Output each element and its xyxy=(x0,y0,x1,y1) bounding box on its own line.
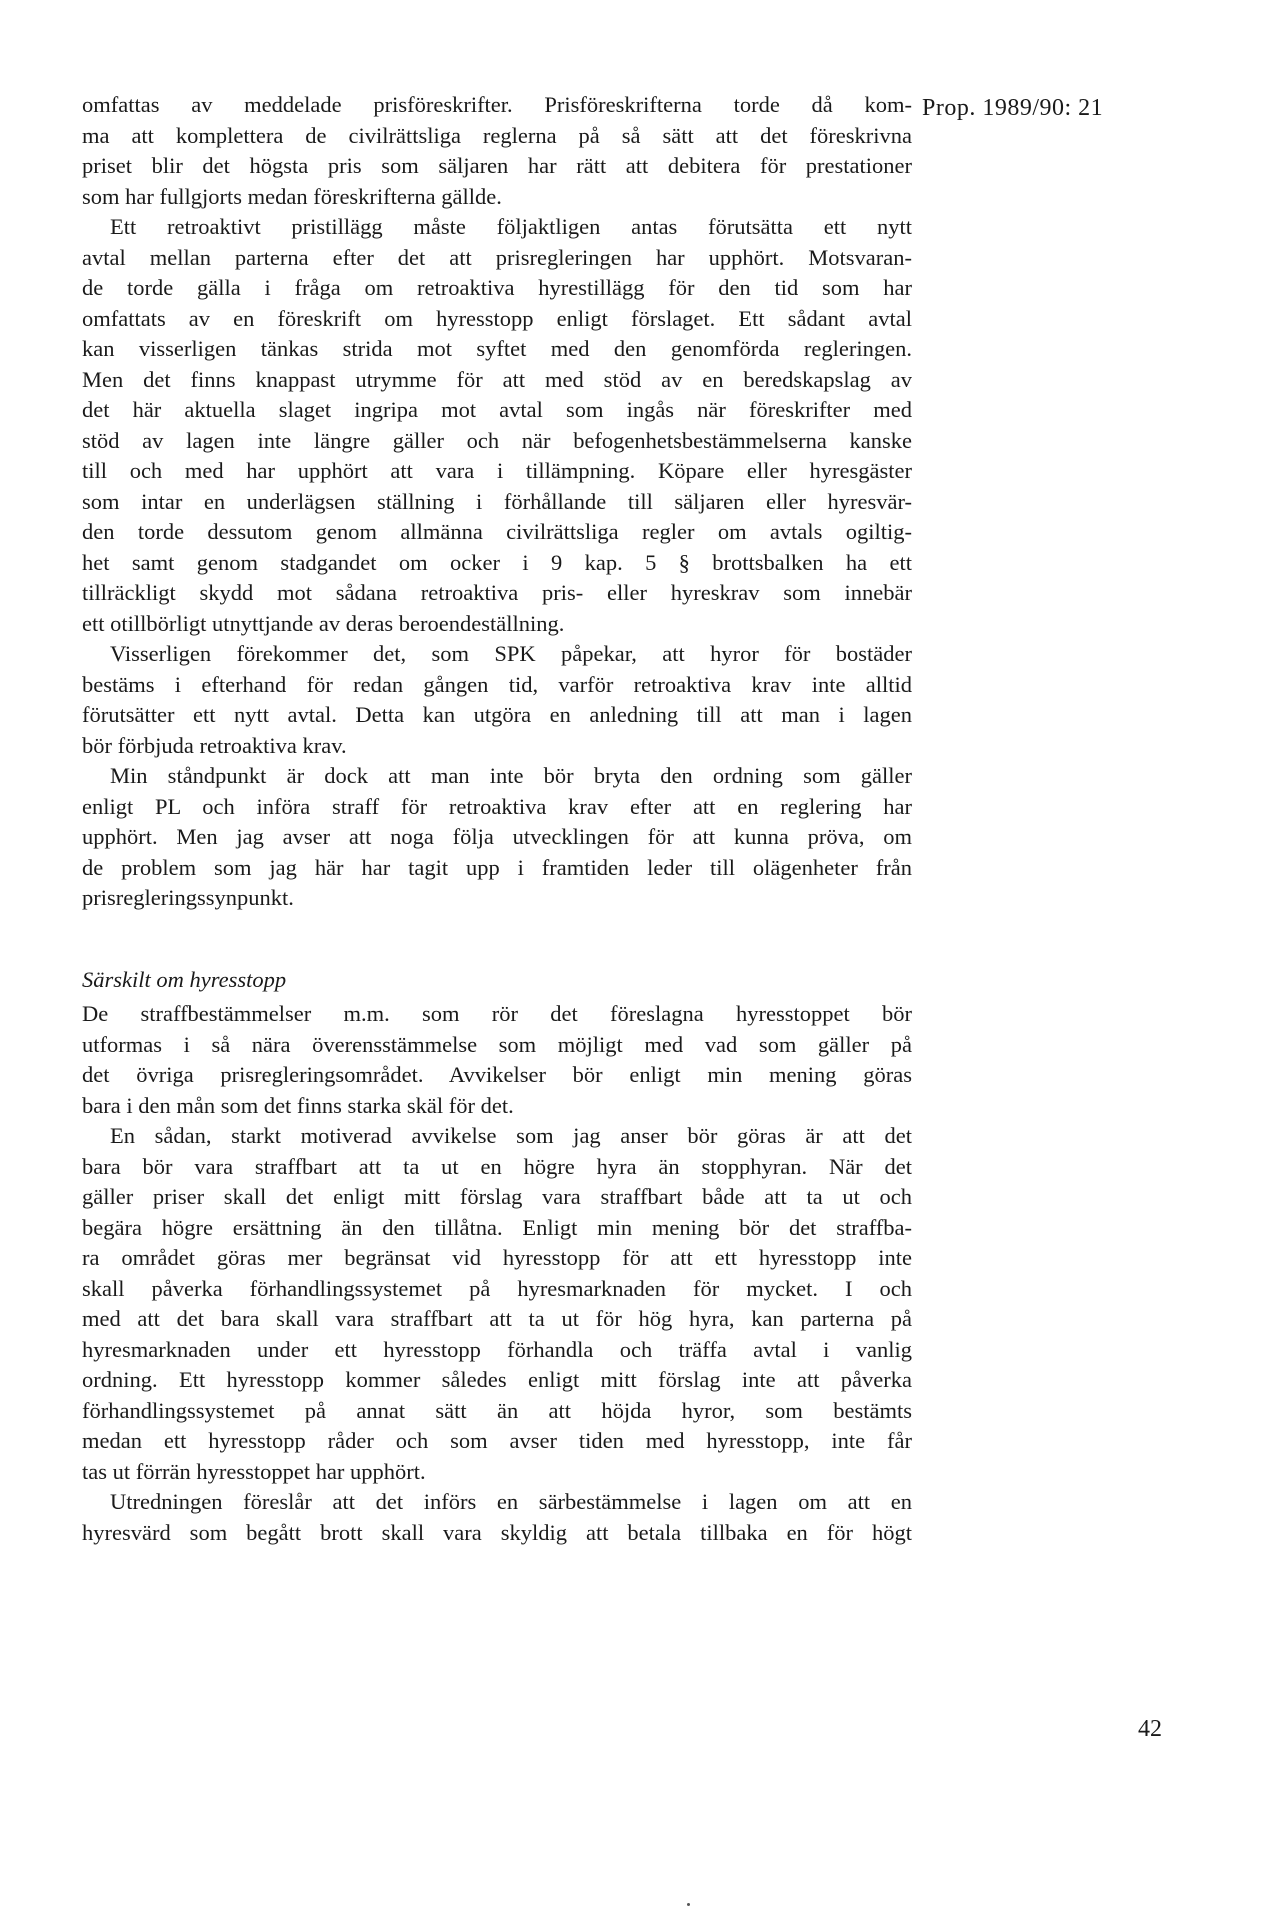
text-line: upphört. Men jag avser att noga följa utvecklingen för att kunna pröva, om xyxy=(82,824,912,849)
text-line: enligt PL och införa straff för retroaktiva krav efter att en reglering har xyxy=(82,793,912,819)
text-line: förutsätter ett nytt avtal. Detta kan utgöra en anledning till att man i lagen xyxy=(82,702,912,727)
section-heading: Särskilt om hyresstopp xyxy=(82,966,287,992)
text-line: som har fullgjorts medan föreskrifterna gällde. xyxy=(82,183,502,209)
paragraph xyxy=(82,1487,912,1548)
text-line: hyresmarknaden under ett hyresstopp förhandla och träffa avtal i vanlig xyxy=(82,1336,912,1362)
text-line: Utredningen föreslår att det införs en särbestämmelse i lagen om att en xyxy=(110,1489,912,1514)
text-line: begära högre ersättning än den tillåtna. Enligt min mening bör det straffba- xyxy=(82,1214,912,1240)
text-line: bestäms i efterhand för redan gången tid, varför retroaktiva krav inte alltid xyxy=(82,671,912,697)
text-line: medan ett hyresstopp råder och som avser tiden med hyresstopp, inte får xyxy=(82,1428,912,1453)
paragraph xyxy=(82,1121,912,1487)
scan-speck xyxy=(687,1903,690,1906)
paragraph xyxy=(82,999,912,1121)
text-line: med att det bara skall vara straffbart att ta ut för hög hyra, kan parterna på xyxy=(82,1306,912,1331)
text-line: tas ut förrän hyresstoppet har upphört. xyxy=(82,1458,426,1484)
text-line: kan visserligen tänkas strida mot syftet med den genomförda regleringen. xyxy=(82,336,912,361)
proposition-reference: Prop. 1989/90: 21 xyxy=(922,95,1104,121)
text-line: bara i den mån som det finns starka skäl för det. xyxy=(82,1092,514,1118)
text-line: förhandlingssystemet på annat sätt än att höjda hyror, som bestämts xyxy=(82,1397,912,1423)
text-line: utformas i så nära överensstämmelse som möjligt med vad som gäller på xyxy=(82,1031,912,1057)
text-line: prisregleringssynpunkt. xyxy=(82,885,294,910)
text-line: som intar en underlägsen ställning i förhållande till säljaren eller hyresvär- xyxy=(82,488,912,514)
body-text xyxy=(82,90,912,1548)
text-line: Men det finns knappast utrymme för att med stöd av en beredskapslag av xyxy=(82,366,912,392)
text-line: avtal mellan parterna efter det att prisregleringen har upphört. Motsvaran- xyxy=(82,244,912,270)
text-line: hyresvärd som begått brott skall vara skyldig att betala tillbaka en för högt xyxy=(82,1519,912,1545)
text-line: gäller priser skall det enligt mitt förslag vara straffbart både att ta ut och xyxy=(82,1184,912,1209)
paragraph xyxy=(82,761,912,914)
text-line: den torde dessutom genom allmänna civilrättsliga regler om avtals ogiltig- xyxy=(82,519,912,544)
text-line: stöd av lagen inte längre gäller och när befogenhetsbestämmelserna kanske xyxy=(82,427,912,453)
page-number: 42 xyxy=(1138,1716,1162,1742)
paragraph xyxy=(82,212,912,639)
text-line: tillräckligt skydd mot sådana retroaktiva pris- eller hyreskrav som innebär xyxy=(82,580,912,605)
text-line: det här aktuella slaget ingripa mot avtal som ingås när föreskrifter med xyxy=(82,397,912,422)
text-line: ra området göras mer begränsat vid hyresstopp för att ett hyresstopp inte xyxy=(82,1245,912,1270)
text-line: till och med har upphört att vara i tillämpning. Köpare eller hyresgäster xyxy=(82,458,912,483)
text-line: omfattats av en föreskrift om hyresstopp enligt förslaget. Ett sådant avtal xyxy=(82,305,912,331)
text-line: ordning. Ett hyresstopp kommer således enligt mitt förslag inte att påverka xyxy=(82,1367,912,1392)
text-line: Min ståndpunkt är dock att man inte bör bryta den ordning som gäller xyxy=(110,763,912,788)
text-line: skall påverka förhandlingssystemet på hyresmarknaden för mycket. I och xyxy=(82,1275,912,1301)
text-line: bara bör vara straffbart att ta ut en högre hyra än stopphyran. När det xyxy=(82,1153,912,1179)
text-line: Ett retroaktivt pristillägg måste följaktligen antas förutsätta ett nytt xyxy=(110,214,912,239)
section-price-regulation xyxy=(82,90,912,914)
text-line: de problem som jag här har tagit upp i framtiden leder till olägenheter från xyxy=(82,854,912,880)
text-line: priset blir det högsta pris som säljaren har rätt att debitera för prestationer xyxy=(82,153,912,178)
text-line: omfattas av meddelade prisföreskrifter. Prisföreskrifterna torde då kom- xyxy=(82,92,912,117)
text-line: De straffbestämmelser m.m. som rör det föreslagna hyresstoppet bör xyxy=(82,1001,912,1026)
text-line: het samt genom stadgandet om ocker i 9 kap. 5 § brottsbalken ha ett xyxy=(82,549,912,575)
text-line: Visserligen förekommer det, som SPK påpekar, att hyror för bostäder xyxy=(110,641,912,666)
text-line: det övriga prisregleringsområdet. Avvikelser bör enligt min mening göras xyxy=(82,1062,912,1087)
text-line: bör förbjuda retroaktiva krav. xyxy=(82,732,347,758)
text-line: En sådan, starkt motiverad avvikelse som jag anser bör göras är att det xyxy=(110,1123,912,1148)
paragraph xyxy=(82,90,912,212)
text-line: ma att komplettera de civilrättsliga reglerna på så sätt att det föreskrivna xyxy=(82,122,912,148)
text-line: ett otillbörligt utnyttjande av deras beroendeställning. xyxy=(82,610,565,636)
paragraph xyxy=(82,639,912,761)
section-rent-freeze xyxy=(82,999,912,1548)
text-line: de torde gälla i fråga om retroaktiva hyrestillägg för den tid som har xyxy=(82,275,912,300)
